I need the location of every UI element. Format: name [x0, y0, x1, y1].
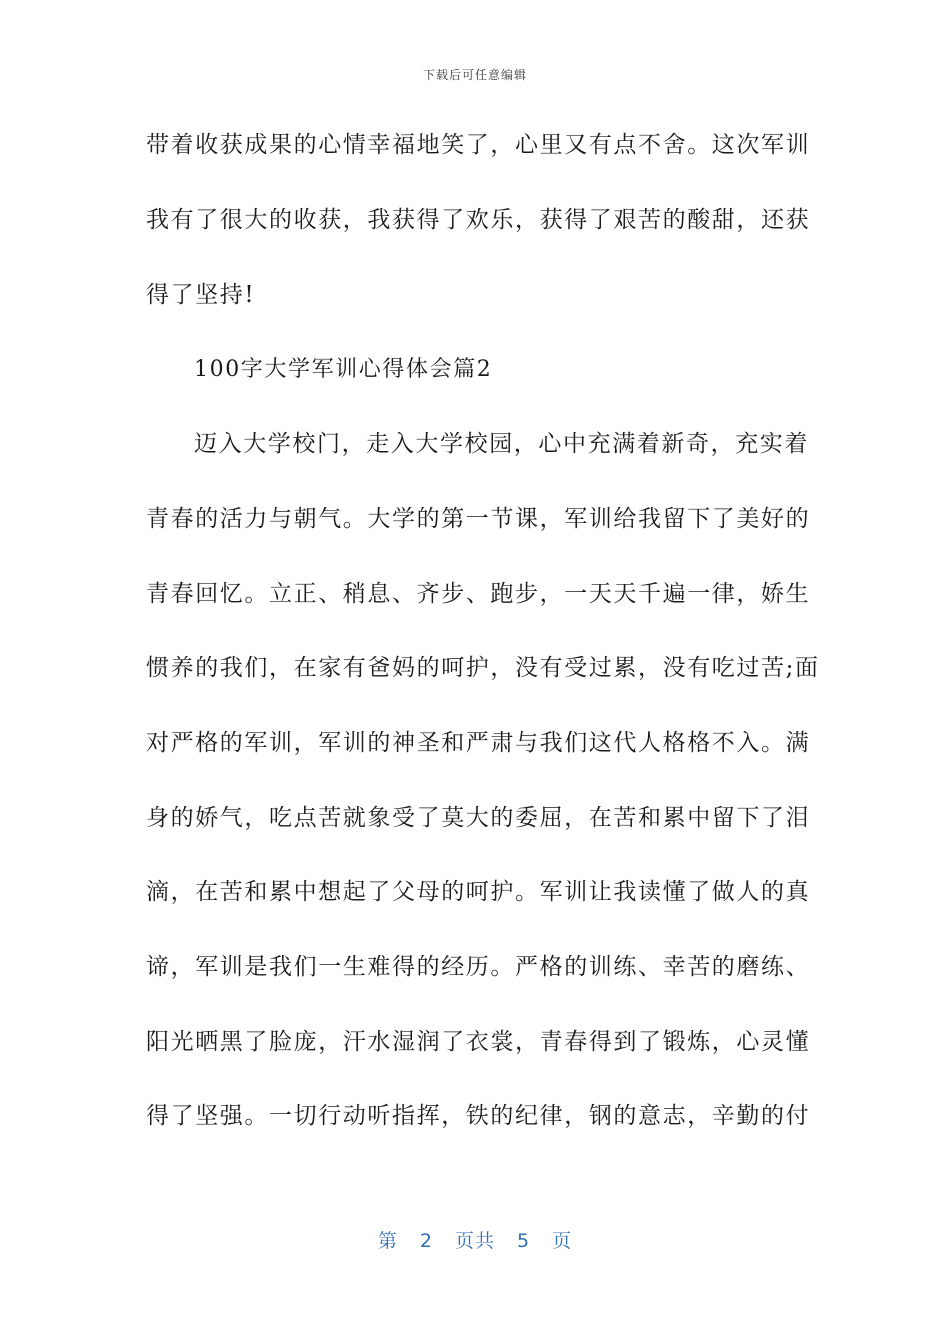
paragraph-line: 得了坚强。一切行动听指挥，铁的纪律，钢的意志，辛勤的付 — [146, 1103, 811, 1129]
paragraph-line: 谛，军训是我们一生难得的经历。严格的训练、幸苦的磨练、 — [146, 954, 811, 980]
paragraph-line: 得了坚持! — [146, 282, 256, 308]
paragraph-line: 惯养的我们，在家有爸妈的呵护，没有受过累，没有吃过苦;面 — [146, 655, 820, 681]
paragraph-line: 阳光晒黑了脸庞，汗水湿润了衣裳，青春得到了锻炼，心灵懂 — [146, 1029, 811, 1055]
section-heading: 100字大学军训心得体会篇2 — [194, 357, 493, 382]
page-prefix: 第 — [377, 1230, 398, 1252]
current-page-number: 2 — [419, 1230, 433, 1252]
page-header: 下载后可任意编辑 — [422, 68, 527, 82]
page-suffix: 页 — [552, 1230, 573, 1252]
total-pages-number: 5 — [517, 1230, 531, 1252]
paragraph-line: 我有了很大的收获，我获得了欢乐，获得了艰苦的酸甜，还获 — [146, 207, 811, 233]
paragraph-line: 滴，在苦和累中想起了父母的呵护。军训让我读懂了做人的真 — [146, 879, 811, 905]
page-mid: 页共 — [454, 1230, 495, 1252]
paragraph-line: 迈入大学校门，走入大学校园，心中充满着新奇，充实着 — [194, 431, 809, 457]
paragraph-line: 对严格的军训，军训的神圣和严肃与我们这代人格格不入。满 — [146, 730, 811, 756]
paragraph-line: 青春的活力与朝气。大学的第一节课，军训给我留下了美好的 — [146, 506, 811, 532]
paragraph-line: 身的娇气，吃点苦就象受了莫大的委屈，在苦和累中留下了泪 — [146, 805, 811, 831]
paragraph-line: 青春回忆。立正、稍息、齐步、跑步，一天天千遍一律，娇生 — [146, 581, 811, 607]
page-footer — [0, 1226, 950, 1253]
paragraph-line: 带着收获成果的心情幸福地笑了，心里又有点不舍。这次军训 — [146, 132, 811, 158]
